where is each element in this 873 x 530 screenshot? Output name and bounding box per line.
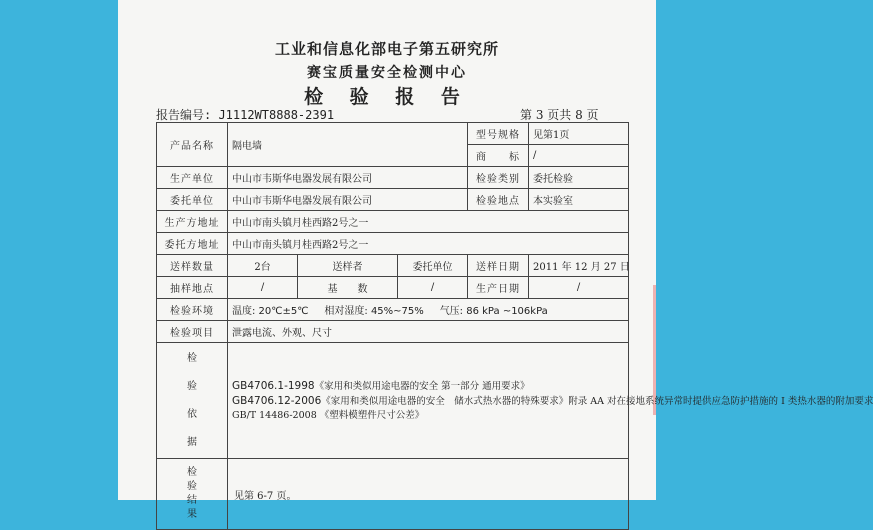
manufacturer-label: 生产单位 <box>157 167 228 189</box>
std2-title: 《家用和类似用途电器的安全 储水式热水器的特殊要求》附录 AA 对在接地系统异常时提供应急防护措施的 I 类热水器的附加要求 <box>321 395 873 407</box>
base-qty-label: 基 数 <box>298 277 398 299</box>
table-row <box>157 233 629 255</box>
env-temp: 温度: 20℃±5℃ <box>232 306 309 317</box>
model-value: 见第1页 <box>529 123 629 145</box>
mfr-address-label: 生产方地址 <box>157 211 228 233</box>
client-address-label: 委托方地址 <box>157 233 228 255</box>
test-location-value: 本实验室 <box>529 189 629 211</box>
sender-value: 委托单位 <box>398 255 468 277</box>
send-date-label: 送样日期 <box>468 255 529 277</box>
center-name: 赛宝质量安全检测中心 <box>307 65 467 81</box>
basis-value <box>228 343 873 459</box>
trademark-value: / <box>529 145 629 167</box>
model-label: 型号规格 <box>468 123 529 145</box>
sample-qty-label: 送样数量 <box>157 255 228 277</box>
document-title: 检 验 报 告 <box>304 86 470 108</box>
sender-label: 送样者 <box>298 255 398 277</box>
mfr-address-value: 中山市南头镇月桂西路2号之一 <box>228 211 629 233</box>
client-value: 中山市韦斯华电器发展有限公司 <box>228 189 468 211</box>
table-row <box>157 321 629 343</box>
table-row <box>157 277 629 299</box>
base-qty-value: / <box>398 277 468 299</box>
manufacturer-value: 中山市韦斯华电器发展有限公司 <box>228 167 468 189</box>
client-address-value: 中山市南头镇月桂西路2号之一 <box>228 233 629 255</box>
std3: GB/T 14486-2008 《塑料模塑件尺寸公差》 <box>232 409 425 421</box>
table-row <box>157 123 629 145</box>
report-form-table <box>156 122 873 530</box>
institute-name: 工业和信息化部电子第五研究所 <box>274 40 499 58</box>
env-humidity: 相对湿度: 45%~75% <box>324 306 424 317</box>
client-label: 委托单位 <box>157 189 228 211</box>
items-value: 泄露电流、外观、尺寸 <box>228 321 629 343</box>
std1-title: 《家用和类似用途电器的安全 第一部分 通用要求》 <box>314 380 530 392</box>
test-type-label: 检验类别 <box>468 167 529 189</box>
table-row <box>157 167 629 189</box>
env-value <box>228 299 629 321</box>
product-name-label: 产品名称 <box>157 123 228 167</box>
sampling-place-label: 抽样地点 <box>157 277 228 299</box>
env-pressure: 气压: 86 kPa ~106kPa <box>439 306 548 317</box>
std1-code: GB4706.1-1998 <box>232 379 315 392</box>
result-value: 见第 6-7 页。 <box>228 459 629 530</box>
test-type-value: 委托检验 <box>529 167 629 189</box>
report-number: 报告编号: J1112WT8888-2391 <box>156 108 335 122</box>
product-name-value: 隔电墙 <box>228 123 468 167</box>
env-label: 检验环境 <box>157 299 228 321</box>
basis-label: 检 验 依 据 <box>157 343 228 459</box>
table-row <box>157 343 629 459</box>
report-page <box>118 0 873 520</box>
sample-qty-value: 2台 <box>228 255 298 277</box>
table-row <box>157 189 629 211</box>
sampling-place-value: / <box>228 277 298 299</box>
std2-code: GB4706.12-2006 <box>232 394 322 407</box>
table-row <box>157 211 629 233</box>
table-row <box>157 459 629 530</box>
send-date-value: 2011 年 12 月 27 日 <box>529 255 629 277</box>
table-row <box>157 299 629 321</box>
prod-date-value: / <box>529 277 629 299</box>
trademark-label: 商 标 <box>468 145 529 167</box>
result-label: 检 验 结 果 <box>157 459 228 530</box>
items-label: 检验项目 <box>157 321 228 343</box>
page-indicator: 第 3 页共 8 页 <box>520 108 599 122</box>
table-row <box>157 255 629 277</box>
test-location-label: 检验地点 <box>468 189 529 211</box>
prod-date-label: 生产日期 <box>468 277 529 299</box>
